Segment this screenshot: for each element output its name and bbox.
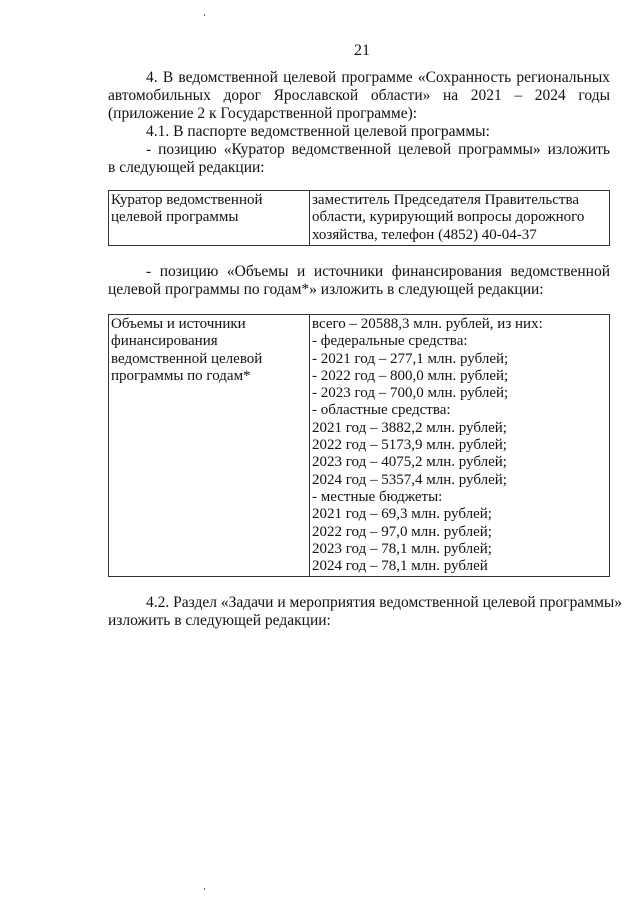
cell-line: области, курирующий вопросы дорожного bbox=[312, 209, 585, 226]
cell-line: Куратор ведомственной bbox=[111, 192, 263, 208]
cell-line: - 2023 год – 700,0 млн. рублей; bbox=[312, 385, 509, 402]
curator-table bbox=[108, 190, 610, 246]
cell-line: финансирования bbox=[111, 333, 218, 350]
cell-line: - 2022 год – 800,0 млн. рублей; bbox=[312, 367, 509, 384]
scan-speck bbox=[204, 888, 205, 890]
table-row bbox=[109, 191, 610, 246]
scan-speck bbox=[204, 14, 205, 16]
table-cell-value bbox=[310, 191, 610, 246]
paragraph-line: в следующей редакции: bbox=[108, 159, 265, 176]
cell-line: 2023 год – 4075,2 млн. рублей; bbox=[312, 454, 507, 471]
cell-line: целевой программы bbox=[111, 209, 239, 226]
paragraph-line: изложить в следующей редакции: bbox=[108, 612, 331, 629]
cell-line: 2021 год – 3882,2 млн. рублей; bbox=[312, 419, 507, 436]
page-number: 21 bbox=[354, 42, 370, 59]
table-cell-value bbox=[310, 315, 610, 577]
table-row bbox=[109, 315, 610, 577]
paragraph-line: (приложение 2 к Государственной программе): bbox=[108, 105, 418, 122]
cell-line: Объемы и источники bbox=[111, 316, 246, 332]
paragraph-line: целевой программы по годам*» изложить в следующей редакции: bbox=[108, 281, 544, 298]
cell-line: всего – 20588,3 млн. рублей, из них: bbox=[312, 316, 543, 332]
cell-line: - местные бюджеты: bbox=[312, 488, 443, 505]
paragraph-line: 4.1. В паспорте ведомственной целевой программы: bbox=[146, 123, 490, 140]
paragraph-line: автомобильных дорог Ярославской области» на 2021 – 2024 годы bbox=[108, 87, 610, 104]
cell-line: ведомственной целевой bbox=[111, 350, 263, 367]
paragraph-line: 4.2. Раздел «Задачи и мероприятия ведомственной целевой программы» bbox=[146, 594, 623, 611]
cell-line: программы по годам* bbox=[111, 367, 251, 384]
cell-line: 2021 год – 69,3 млн. рублей; bbox=[312, 506, 492, 523]
cell-line: 2022 год – 97,0 млн. рублей; bbox=[312, 523, 492, 540]
paragraph-line: - позицию «Объемы и источники финансирования ведомственной bbox=[146, 263, 610, 280]
table-cell-label bbox=[109, 315, 310, 577]
cell-line: хозяйства, телефон (4852) 40-04-37 bbox=[312, 226, 537, 243]
funding-table bbox=[108, 314, 610, 577]
cell-line: 2024 год – 5357,4 млн. рублей; bbox=[312, 471, 507, 488]
cell-line: - областные средства: bbox=[312, 402, 451, 419]
paragraph-line: - позицию «Куратор ведомственной целевой программы» изложить bbox=[146, 141, 610, 158]
cell-line: 2022 год – 5173,9 млн. рублей; bbox=[312, 437, 507, 454]
paragraph-line: 4. В ведомственной целевой программе «Сохранность региональных bbox=[146, 69, 610, 86]
table-cell-label bbox=[109, 191, 310, 246]
cell-line: 2023 год – 78,1 млн. рублей; bbox=[312, 540, 492, 557]
cell-line: 2024 год – 78,1 млн. рублей bbox=[312, 558, 488, 575]
cell-line: - 2021 год – 277,1 млн. рублей; bbox=[312, 350, 509, 367]
cell-line: - федеральные средства: bbox=[312, 333, 468, 350]
cell-line: заместитель Председателя Правительства bbox=[312, 192, 580, 208]
